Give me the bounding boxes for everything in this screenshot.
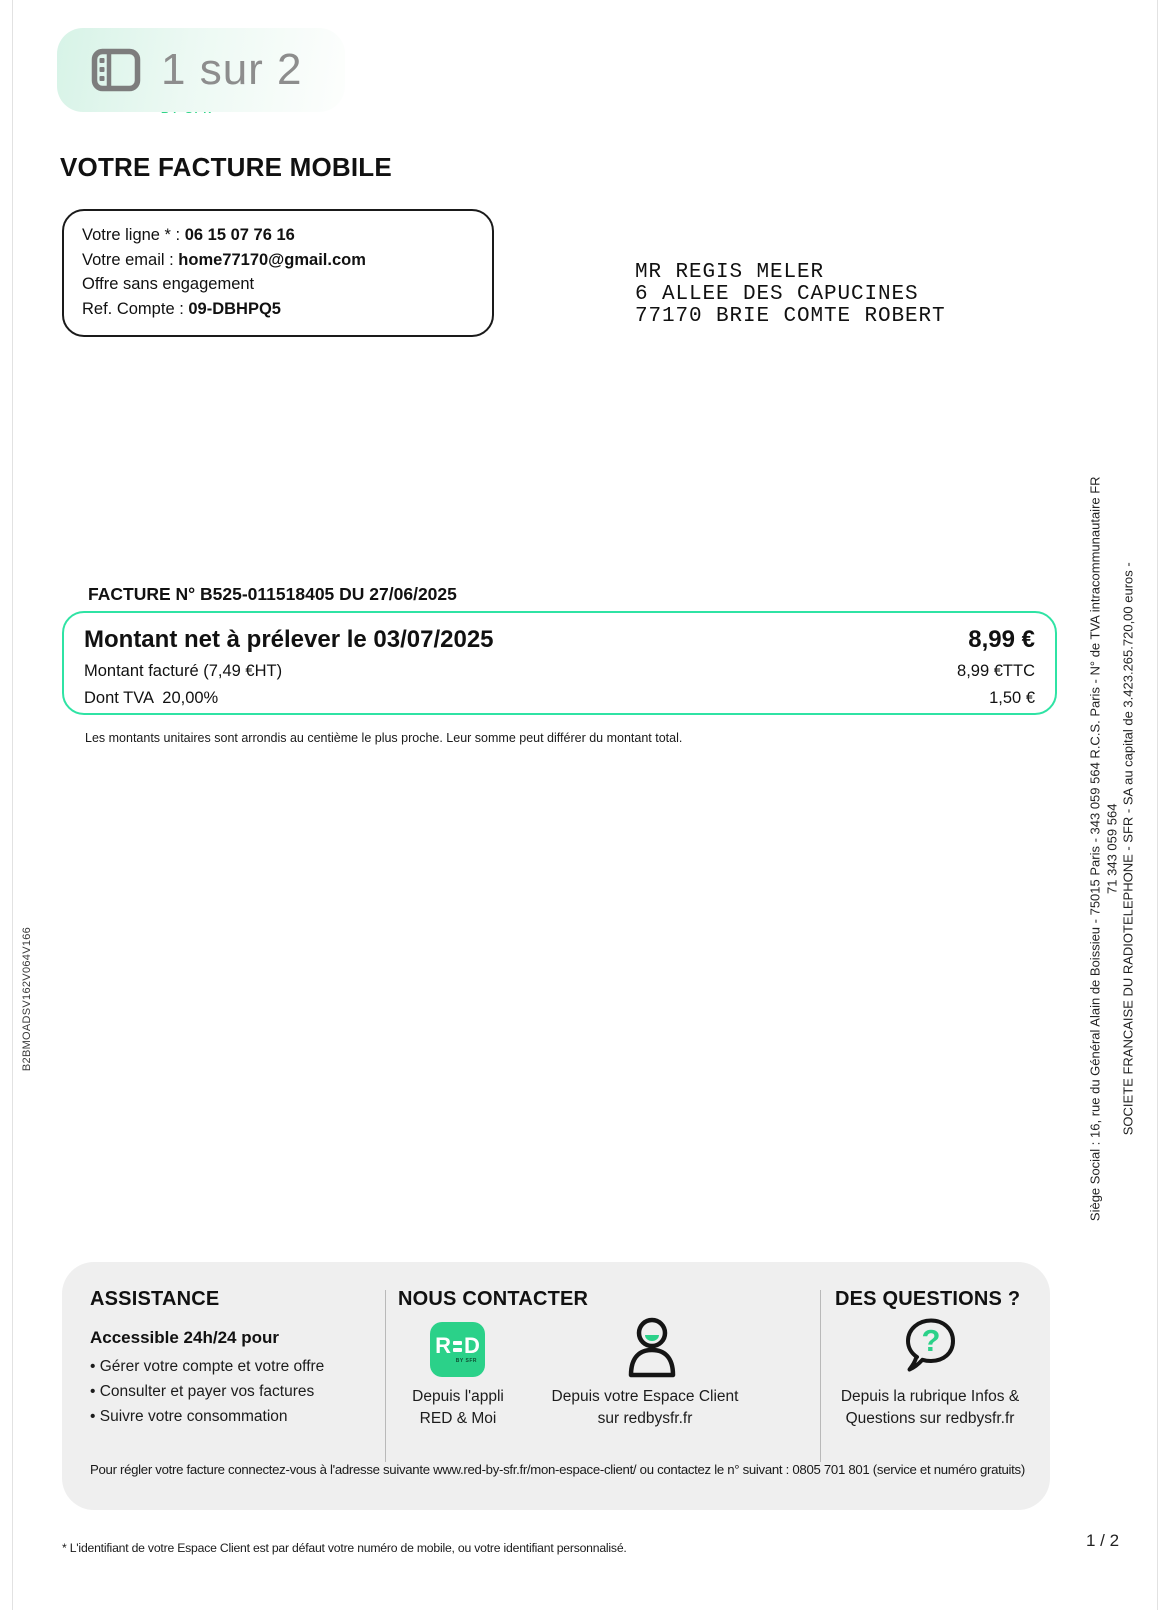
page-indicator-label: 1 sur 2 bbox=[161, 45, 303, 94]
red-logo-byline: BY SFR bbox=[455, 1358, 477, 1364]
page-indicator-badge[interactable] bbox=[57, 28, 345, 112]
assistance-item: • Suivre votre consommation bbox=[90, 1408, 288, 1425]
company-legal-line1: SOCIETE FRANCAISE DU RADIOTELEPHONE - SFR - SA au capital de 3.423.265.720,00 euros - bbox=[1120, 562, 1136, 1136]
page-title: VOTRE FACTURE MOBILE bbox=[60, 152, 392, 182]
panel-divider bbox=[385, 1290, 386, 1462]
espace-client-caption: Depuis votre Espace Client sur redbysfr.fr bbox=[551, 1388, 739, 1427]
panel-divider bbox=[820, 1290, 821, 1462]
amount-total-value: 8,99 € bbox=[968, 626, 1035, 653]
invoice-number: FACTURE N° B525-011518405 DU 27/06/2025 bbox=[88, 584, 457, 604]
sidebar-pages-icon bbox=[91, 48, 141, 92]
assistance-item: • Consulter et payer vos factures bbox=[90, 1383, 315, 1400]
payment-info-line: Pour régler votre facture connectez-vous à l'adresse suivante www.red-by-sfr.fr/mon-espace-client/ ou contactez le n° suivant : 0805 701 801 (service et numéro gratuits) bbox=[90, 1462, 1025, 1477]
footnote: * L'identifiant de votre Espace Client est par défaut votre numéro de mobile, ou votre identifiant personnalisé. bbox=[62, 1541, 627, 1555]
company-legal-line2: Siège Social : 16, rue du Général Alain de Boissieu - 75015 Paris - 343 059 564 R.C.S. Paris - N° de TVA intracommunautaire FR 71 343 059 564 bbox=[1087, 476, 1119, 1222]
amount-labels bbox=[84, 622, 494, 707]
recipient-city: 77170 BRIE COMTE ROBERT bbox=[635, 305, 946, 328]
espace-client-person-icon bbox=[622, 1316, 682, 1380]
vat-value: 1,50 € bbox=[989, 688, 1035, 707]
document-reference-vertical: B2BMOADSV162V064V166 bbox=[21, 926, 33, 1072]
vat-label: Dont TVA 20,00% bbox=[84, 688, 219, 707]
recipient-address bbox=[635, 262, 946, 328]
svg-text:?: ? bbox=[921, 1323, 941, 1358]
red-logo-letter-d: D bbox=[464, 1333, 480, 1358]
red-logo-letter-e-bars bbox=[453, 1341, 462, 1352]
company-legal-vertical bbox=[1087, 469, 1137, 1229]
questions-title: DES QUESTIONS ? bbox=[835, 1288, 1021, 1310]
red-app-icon bbox=[430, 1322, 485, 1377]
page-right-edge bbox=[1157, 0, 1158, 1610]
questions-caption: Depuis la rubrique Infos & Questions sur redbysfr.fr bbox=[840, 1388, 1020, 1427]
rounding-disclaimer: Les montants unitaires sont arrondis au centième le plus proche. Leur somme peut différer du montant total. bbox=[85, 731, 683, 745]
question-bubble-icon bbox=[903, 1316, 959, 1374]
amount-values bbox=[957, 622, 1035, 707]
page-number: 1 / 2 bbox=[1086, 1531, 1120, 1550]
billed-amount-value: 8,99 €TTC bbox=[957, 662, 1035, 680]
account-offer: Offre sans engagement bbox=[82, 275, 255, 293]
assistance-panel bbox=[62, 1262, 1050, 1510]
contact-title: NOUS CONTACTER bbox=[398, 1288, 589, 1310]
assistance-item: • Gérer votre compte et votre offre bbox=[90, 1358, 325, 1375]
account-info-box bbox=[62, 209, 494, 337]
amount-due-box bbox=[62, 611, 1057, 715]
assistance-title: ASSISTANCE bbox=[90, 1288, 220, 1310]
app-caption: Depuis l'appli RED & Moi bbox=[412, 1388, 504, 1427]
amount-due-title: Montant net à prélever le 03/07/2025 bbox=[84, 626, 494, 653]
account-line-number: Votre ligne * : 06 15 07 76 16 bbox=[82, 226, 295, 244]
page-left-edge bbox=[12, 0, 13, 1610]
account-ref: Ref. Compte : 09-DBHPQ5 bbox=[82, 299, 281, 318]
recipient-street: 6 ALLEE DES CAPUCINES bbox=[635, 283, 919, 306]
assistance-subtitle: Accessible 24h/24 pour bbox=[90, 1328, 279, 1347]
account-email: Votre email : home77170@gmail.com bbox=[82, 250, 366, 269]
billed-amount-label: Montant facturé (7,49 €HT) bbox=[84, 662, 283, 680]
red-logo-letter-r: R bbox=[435, 1333, 451, 1358]
recipient-name: MR REGIS MELER bbox=[635, 261, 825, 284]
